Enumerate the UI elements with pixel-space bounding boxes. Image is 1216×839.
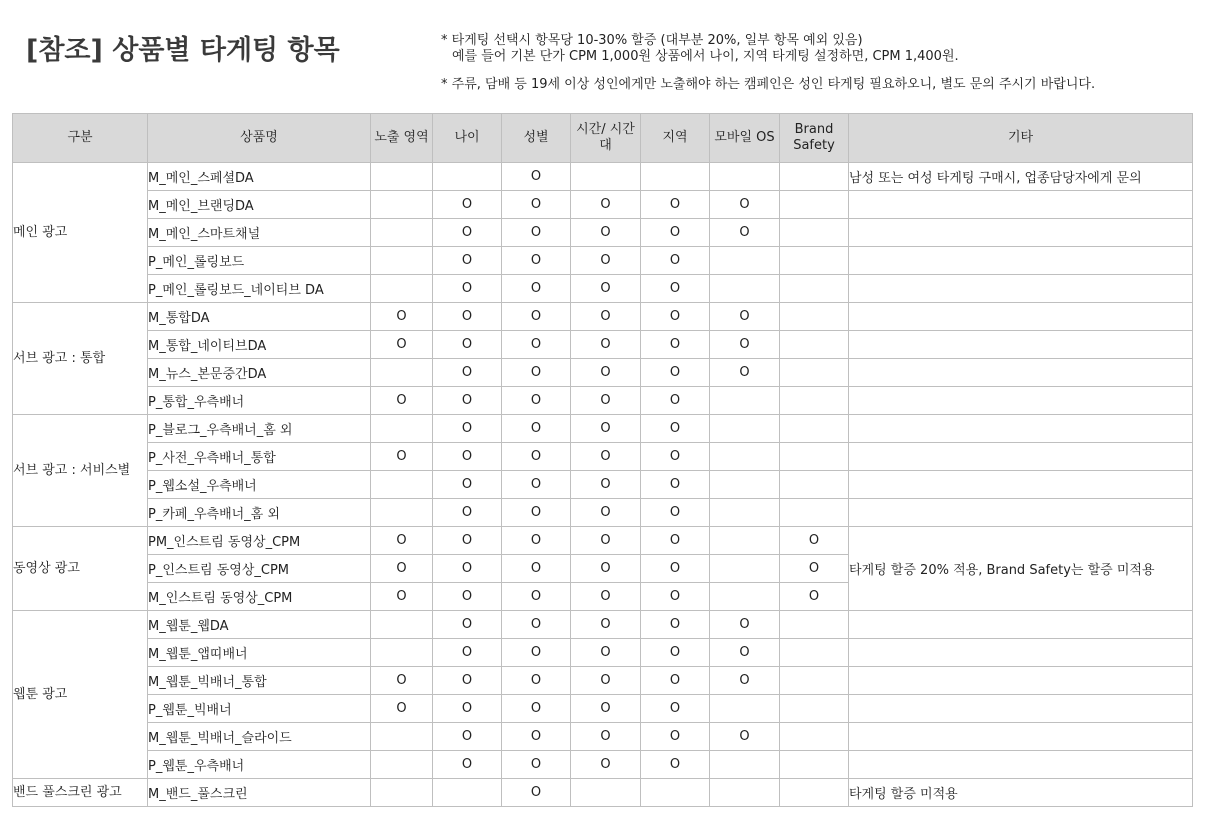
- cell-brand-safety: [780, 247, 849, 275]
- cell-mobile-os: [710, 695, 780, 723]
- cell-age: O: [433, 695, 502, 723]
- group-label: 밴드 풀스크린 광고: [13, 779, 148, 807]
- cell-etc: [849, 303, 1193, 331]
- cell-gender: O: [502, 471, 571, 499]
- product-name: P_사전_우측배너_통합: [148, 443, 371, 471]
- group-label: 서브 광고 : 서비스별: [13, 415, 148, 527]
- cell-region: O: [641, 303, 710, 331]
- cell-gender: O: [502, 303, 571, 331]
- cell-etc: [849, 695, 1193, 723]
- product-name: M_메인_브랜딩DA: [148, 191, 371, 219]
- cell-gender: O: [502, 247, 571, 275]
- cell-gender: O: [502, 527, 571, 555]
- cell-brand-safety: [780, 667, 849, 695]
- cell-mobile-os: O: [710, 667, 780, 695]
- cell-brand-safety: [780, 163, 849, 191]
- cell-exposure: [371, 471, 433, 499]
- cell-exposure: [371, 247, 433, 275]
- table-row: [13, 695, 1193, 723]
- cell-exposure: [371, 779, 433, 807]
- cell-gender: O: [502, 443, 571, 471]
- cell-age: O: [433, 359, 502, 387]
- cell-age: O: [433, 219, 502, 247]
- cell-exposure: [371, 751, 433, 779]
- product-name: M_통합DA: [148, 303, 371, 331]
- cell-exposure: O: [371, 667, 433, 695]
- cell-region: O: [641, 219, 710, 247]
- cell-region: O: [641, 499, 710, 527]
- cell-region: O: [641, 723, 710, 751]
- cell-brand-safety: [780, 779, 849, 807]
- product-name: P_블로그_우측배너_홈 외: [148, 415, 371, 443]
- cell-exposure: [371, 163, 433, 191]
- product-name: P_웹소설_우측배너: [148, 471, 371, 499]
- cell-time: O: [571, 247, 641, 275]
- cell-mobile-os: O: [710, 191, 780, 219]
- cell-etc: 남성 또는 여성 타게팅 구매시, 업종담당자에게 문의: [849, 163, 1193, 191]
- header-region: 지역: [641, 114, 710, 163]
- cell-etc: [849, 331, 1193, 359]
- cell-age: O: [433, 611, 502, 639]
- cell-region: O: [641, 695, 710, 723]
- product-name: M_뉴스_본문중간DA: [148, 359, 371, 387]
- cell-mobile-os: [710, 555, 780, 583]
- note-line: 예를 들어 기본 단가 CPM 1,000원 상품에서 나이, 지역 타게팅 설정하면, CPM 1,400원.: [452, 49, 959, 64]
- table-row: [13, 219, 1193, 247]
- cell-region: O: [641, 247, 710, 275]
- cell-time: O: [571, 611, 641, 639]
- cell-brand-safety: [780, 443, 849, 471]
- cell-brand-safety: O: [780, 527, 849, 555]
- table-row: [13, 527, 1193, 555]
- cell-mobile-os: O: [710, 723, 780, 751]
- cell-brand-safety: [780, 275, 849, 303]
- cell-time: O: [571, 639, 641, 667]
- cell-time: O: [571, 275, 641, 303]
- cell-gender: O: [502, 695, 571, 723]
- product-name: M_메인_스마트채널: [148, 219, 371, 247]
- cell-age: O: [433, 415, 502, 443]
- cell-etc: [849, 275, 1193, 303]
- product-name: P_메인_롤링보드_네이티브 DA: [148, 275, 371, 303]
- note-line: * 타게팅 선택시 항목당 10-30% 할증 (대부분 20%, 일부 항목 예외 있음): [441, 33, 863, 48]
- product-name: M_웹툰_빅배너_슬라이드: [148, 723, 371, 751]
- cell-age: O: [433, 471, 502, 499]
- cell-gender: O: [502, 639, 571, 667]
- cell-region: O: [641, 275, 710, 303]
- cell-time: O: [571, 331, 641, 359]
- cell-gender: O: [502, 163, 571, 191]
- cell-exposure: [371, 611, 433, 639]
- cell-exposure: O: [371, 583, 433, 611]
- cell-region: [641, 779, 710, 807]
- cell-gender: O: [502, 611, 571, 639]
- cell-mobile-os: [710, 247, 780, 275]
- header-product: 상품명: [148, 114, 371, 163]
- product-name: M_밴드_풀스크린: [148, 779, 371, 807]
- product-name: M_인스트림 동영상_CPM: [148, 583, 371, 611]
- product-name: P_웹툰_우측배너: [148, 751, 371, 779]
- cell-time: O: [571, 667, 641, 695]
- product-name: M_웹툰_웹DA: [148, 611, 371, 639]
- cell-time: O: [571, 723, 641, 751]
- product-name: M_웹툰_앱띠배너: [148, 639, 371, 667]
- cell-region: O: [641, 527, 710, 555]
- header-group: 구분: [13, 114, 148, 163]
- table-row: [13, 247, 1193, 275]
- cell-etc: [849, 611, 1193, 639]
- cell-mobile-os: [710, 275, 780, 303]
- cell-age: [433, 163, 502, 191]
- cell-mobile-os: O: [710, 331, 780, 359]
- cell-gender: O: [502, 387, 571, 415]
- cell-mobile-os: [710, 415, 780, 443]
- cell-brand-safety: [780, 639, 849, 667]
- cell-region: O: [641, 667, 710, 695]
- cell-etc: [849, 443, 1193, 471]
- cell-mobile-os: [710, 527, 780, 555]
- cell-region: O: [641, 359, 710, 387]
- table-row: [13, 751, 1193, 779]
- cell-age: O: [433, 723, 502, 751]
- cell-brand-safety: [780, 331, 849, 359]
- cell-mobile-os: [710, 471, 780, 499]
- cell-region: O: [641, 471, 710, 499]
- targeting-table: [12, 113, 1193, 807]
- cell-time: O: [571, 555, 641, 583]
- cell-exposure: O: [371, 555, 433, 583]
- table-row: [13, 443, 1193, 471]
- cell-age: [433, 779, 502, 807]
- cell-age: O: [433, 443, 502, 471]
- cell-etc: [849, 247, 1193, 275]
- cell-mobile-os: [710, 443, 780, 471]
- table-row: [13, 639, 1193, 667]
- cell-age: O: [433, 331, 502, 359]
- header-gender: 성별: [502, 114, 571, 163]
- cell-gender: O: [502, 219, 571, 247]
- cell-exposure: O: [371, 303, 433, 331]
- table-row: [13, 415, 1193, 443]
- cell-gender: O: [502, 275, 571, 303]
- cell-exposure: O: [371, 695, 433, 723]
- cell-brand-safety: [780, 359, 849, 387]
- cell-mobile-os: [710, 751, 780, 779]
- cell-age: O: [433, 499, 502, 527]
- cell-gender: O: [502, 359, 571, 387]
- cell-brand-safety: [780, 723, 849, 751]
- cell-brand-safety: O: [780, 555, 849, 583]
- cell-exposure: [371, 639, 433, 667]
- cell-time: O: [571, 191, 641, 219]
- product-name: P_메인_롤링보드: [148, 247, 371, 275]
- cell-brand-safety: O: [780, 583, 849, 611]
- cell-mobile-os: O: [710, 303, 780, 331]
- cell-exposure: O: [371, 331, 433, 359]
- cell-exposure: [371, 275, 433, 303]
- cell-exposure: O: [371, 387, 433, 415]
- cell-mobile-os: O: [710, 219, 780, 247]
- cell-region: [641, 163, 710, 191]
- cell-time: O: [571, 387, 641, 415]
- cell-etc: [849, 723, 1193, 751]
- group-label: 동영상 광고: [13, 527, 148, 611]
- cell-age: O: [433, 387, 502, 415]
- header-etc: 기타: [849, 114, 1193, 163]
- cell-region: O: [641, 751, 710, 779]
- cell-mobile-os: O: [710, 639, 780, 667]
- cell-time: O: [571, 695, 641, 723]
- cell-brand-safety: [780, 751, 849, 779]
- cell-age: O: [433, 583, 502, 611]
- cell-gender: O: [502, 555, 571, 583]
- cell-etc: [849, 219, 1193, 247]
- cell-age: O: [433, 247, 502, 275]
- cell-etc: [849, 359, 1193, 387]
- cell-etc: [849, 639, 1193, 667]
- cell-region: O: [641, 331, 710, 359]
- cell-age: O: [433, 275, 502, 303]
- header-age: 나이: [433, 114, 502, 163]
- table-row: [13, 723, 1193, 751]
- product-name: M_웹툰_빅배너_통합: [148, 667, 371, 695]
- cell-time: O: [571, 359, 641, 387]
- cell-time: O: [571, 471, 641, 499]
- cell-mobile-os: [710, 163, 780, 191]
- cell-etc: [849, 471, 1193, 499]
- cell-gender: O: [502, 723, 571, 751]
- product-name: P_카페_우측배너_홈 외: [148, 499, 371, 527]
- cell-exposure: O: [371, 527, 433, 555]
- cell-age: O: [433, 527, 502, 555]
- cell-brand-safety: [780, 387, 849, 415]
- cell-mobile-os: O: [710, 359, 780, 387]
- cell-time: O: [571, 415, 641, 443]
- cell-exposure: [371, 359, 433, 387]
- cell-brand-safety: [780, 611, 849, 639]
- cell-etc: [849, 191, 1193, 219]
- header-row: [13, 114, 1193, 163]
- cell-exposure: O: [371, 443, 433, 471]
- product-name: M_통합_네이티브DA: [148, 331, 371, 359]
- cell-brand-safety: [780, 303, 849, 331]
- cell-brand-safety: [780, 415, 849, 443]
- cell-region: O: [641, 639, 710, 667]
- table-row: [13, 275, 1193, 303]
- page-title: [참조] 상품별 타게팅 항목: [26, 35, 340, 66]
- cell-etc: [849, 751, 1193, 779]
- cell-time: [571, 163, 641, 191]
- cell-time: O: [571, 219, 641, 247]
- cell-gender: O: [502, 779, 571, 807]
- product-name: M_메인_스페셜DA: [148, 163, 371, 191]
- group-label: 웹툰 광고: [13, 611, 148, 779]
- cell-exposure: [371, 415, 433, 443]
- cell-etc: 타게팅 할증 20% 적용, Brand Safety는 할증 미적용: [849, 527, 1193, 611]
- header-mobile-os: 모바일 OS: [710, 114, 780, 163]
- cell-etc: [849, 415, 1193, 443]
- cell-age: O: [433, 303, 502, 331]
- cell-time: O: [571, 499, 641, 527]
- header-brand-safety: Brand Safety: [780, 114, 849, 163]
- product-name: PM_인스트림 동영상_CPM: [148, 527, 371, 555]
- table-row: [13, 191, 1193, 219]
- cell-mobile-os: [710, 583, 780, 611]
- cell-region: O: [641, 443, 710, 471]
- cell-time: O: [571, 527, 641, 555]
- cell-region: O: [641, 387, 710, 415]
- cell-age: O: [433, 639, 502, 667]
- cell-time: O: [571, 583, 641, 611]
- cell-age: O: [433, 751, 502, 779]
- cell-gender: O: [502, 415, 571, 443]
- table-row: [13, 499, 1193, 527]
- table-row: [13, 667, 1193, 695]
- group-label: 서브 광고 : 통합: [13, 303, 148, 415]
- cell-time: O: [571, 443, 641, 471]
- table-row: [13, 163, 1193, 191]
- cell-mobile-os: [710, 779, 780, 807]
- group-label: 메인 광고: [13, 163, 148, 303]
- cell-region: O: [641, 611, 710, 639]
- cell-brand-safety: [780, 695, 849, 723]
- cell-brand-safety: [780, 499, 849, 527]
- table-row: [13, 331, 1193, 359]
- cell-mobile-os: [710, 499, 780, 527]
- cell-region: O: [641, 555, 710, 583]
- cell-exposure: [371, 191, 433, 219]
- cell-mobile-os: [710, 387, 780, 415]
- cell-region: O: [641, 415, 710, 443]
- table-row: [13, 387, 1193, 415]
- table-row: [13, 303, 1193, 331]
- cell-etc: [849, 667, 1193, 695]
- cell-age: O: [433, 555, 502, 583]
- cell-gender: O: [502, 499, 571, 527]
- table-row: [13, 359, 1193, 387]
- cell-brand-safety: [780, 219, 849, 247]
- cell-gender: O: [502, 191, 571, 219]
- cell-exposure: [371, 499, 433, 527]
- cell-gender: O: [502, 751, 571, 779]
- cell-region: O: [641, 191, 710, 219]
- cell-mobile-os: O: [710, 611, 780, 639]
- cell-etc: [849, 499, 1193, 527]
- cell-exposure: [371, 723, 433, 751]
- table-row: [13, 611, 1193, 639]
- cell-gender: O: [502, 583, 571, 611]
- cell-etc: [849, 387, 1193, 415]
- cell-time: O: [571, 303, 641, 331]
- cell-brand-safety: [780, 191, 849, 219]
- header-exposure: 노출 영역: [371, 114, 433, 163]
- notes: [441, 33, 1095, 93]
- cell-region: O: [641, 583, 710, 611]
- cell-etc: 타게팅 할증 미적용: [849, 779, 1193, 807]
- cell-exposure: [371, 219, 433, 247]
- cell-brand-safety: [780, 471, 849, 499]
- note-line: * 주류, 담배 등 19세 이상 성인에게만 노출해야 하는 캠페인은 성인 타게팅 필요하오니, 별도 문의 주시기 바랍니다.: [441, 77, 1096, 92]
- product-name: P_웹툰_빅배너: [148, 695, 371, 723]
- table-row: [13, 471, 1193, 499]
- cell-time: O: [571, 751, 641, 779]
- cell-age: O: [433, 191, 502, 219]
- cell-age: O: [433, 667, 502, 695]
- product-name: P_인스트림 동영상_CPM: [148, 555, 371, 583]
- product-name: P_통합_우측배너: [148, 387, 371, 415]
- header-time: 시간/ 시간대: [571, 114, 641, 163]
- cell-gender: O: [502, 667, 571, 695]
- cell-time: [571, 779, 641, 807]
- table-row: [13, 779, 1193, 807]
- cell-gender: O: [502, 331, 571, 359]
